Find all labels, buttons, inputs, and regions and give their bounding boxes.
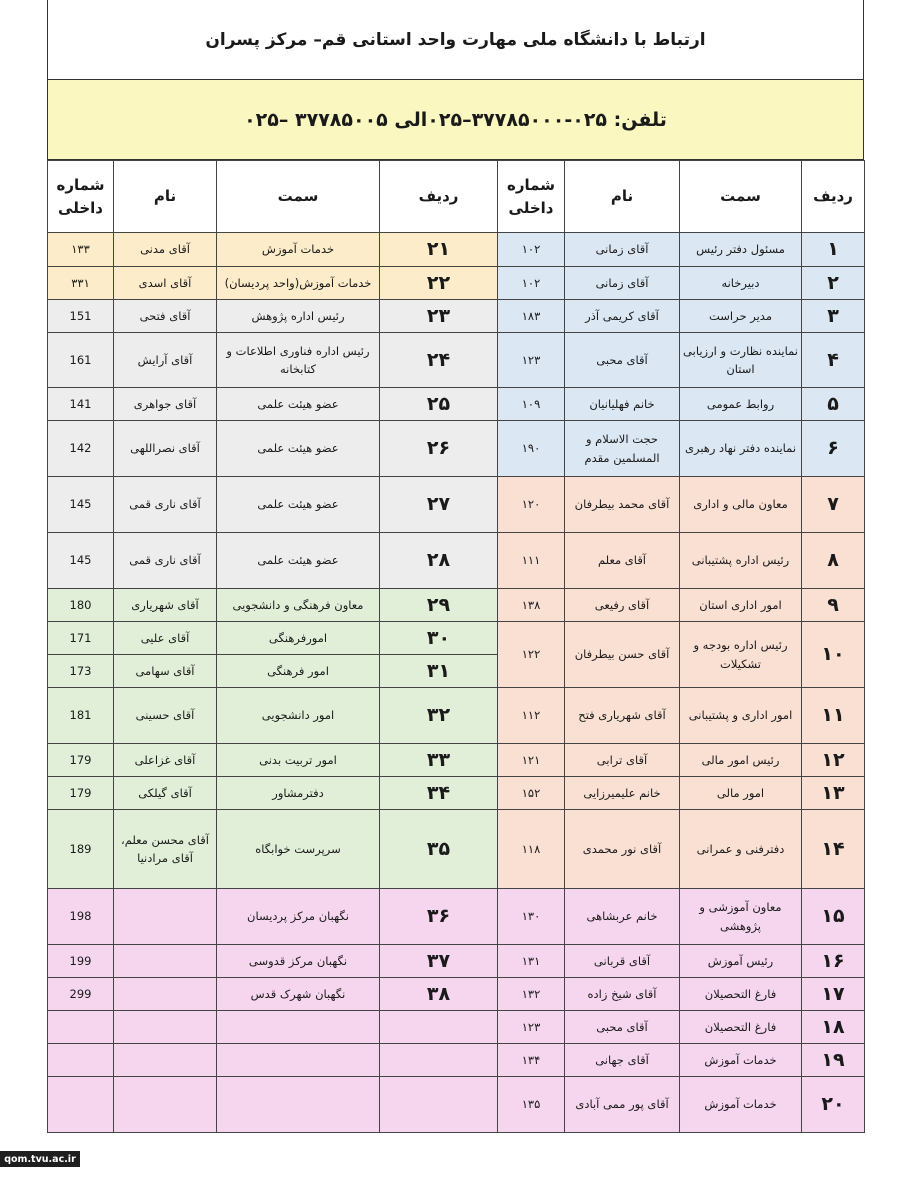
row-number-cell: ۳۵ — [380, 810, 498, 889]
position-cell: فارغ التحصیلان — [680, 978, 802, 1011]
extension-cell: 145 — [48, 477, 114, 533]
table-row — [48, 533, 865, 589]
name-cell — [114, 889, 217, 945]
row-number-cell: ۳۰ — [380, 622, 498, 655]
position-cell: روابط عمومی — [680, 388, 802, 421]
position-cell: معاون فرهنگی و دانشجویی — [217, 589, 380, 622]
name-cell: آقای مدنی — [114, 233, 217, 267]
row-number-cell — [380, 1044, 498, 1077]
header-name-left: نام — [114, 161, 217, 233]
table-row — [48, 1077, 865, 1133]
extension-cell: ۳۳۱ — [48, 267, 114, 300]
name-cell: آقای محبی — [565, 1011, 680, 1044]
position-cell: عضو هیئت علمی — [217, 421, 380, 477]
extension-cell: ۱۵۲ — [498, 777, 565, 810]
extension-cell: 151 — [48, 300, 114, 333]
position-cell: دبیرخانه — [680, 267, 802, 300]
extension-cell: ۱۸۳ — [498, 300, 565, 333]
header-row-number-left: ردیف — [380, 161, 498, 233]
name-cell: آقای معلم — [565, 533, 680, 589]
table-row — [48, 810, 865, 889]
position-cell: معاون آموزشی و پژوهشی — [680, 889, 802, 945]
name-cell — [114, 1011, 217, 1044]
name-cell: آقای شهریاری فتح — [565, 688, 680, 744]
extension-cell: ۱۲۳ — [498, 1011, 565, 1044]
row-number-cell: ۳۳ — [380, 744, 498, 777]
position-cell: عضو هیئت علمی — [217, 533, 380, 589]
extension-cell — [48, 1044, 114, 1077]
row-number-cell: ۱۰ — [802, 622, 865, 688]
position-cell: نگهبان شهرک قدس — [217, 978, 380, 1011]
row-number-cell: ۵ — [802, 388, 865, 421]
name-cell: آقای گیلکی — [114, 777, 217, 810]
name-cell — [114, 1044, 217, 1077]
name-cell: آقای شهریاری — [114, 589, 217, 622]
position-cell: نماینده دفتر نهاد رهبری — [680, 421, 802, 477]
name-cell: آقای قربانی — [565, 945, 680, 978]
row-number-cell: ۲۳ — [380, 300, 498, 333]
name-cell: آقای کریمی آذر — [565, 300, 680, 333]
extension-cell: ۱۰۲ — [498, 233, 565, 267]
website-badge: qom.tvu.ac.ir — [0, 1151, 80, 1167]
name-cell: آقای جواهری — [114, 388, 217, 421]
extension-cell: ۱۳۲ — [498, 978, 565, 1011]
row-number-cell: ۱۷ — [802, 978, 865, 1011]
extension-cell: ۱۳۵ — [498, 1077, 565, 1133]
extension-cell: 180 — [48, 589, 114, 622]
extension-cell: 199 — [48, 945, 114, 978]
position-cell: رئیس آموزش — [680, 945, 802, 978]
name-cell: آقای نور محمدی — [565, 810, 680, 889]
position-cell: امور اداری و پشتیبانی — [680, 688, 802, 744]
row-number-cell: ۳ — [802, 300, 865, 333]
row-number-cell: ۱۲ — [802, 744, 865, 777]
phone-banner: تلفن: ۰۲۵-۳۷۷۸۵۰۰۰–۰۲۵الی ۳۷۷۸۵۰۰۵ –۰۲۵ — [47, 80, 864, 160]
row-number-cell: ۲۲ — [380, 267, 498, 300]
position-cell: رئیس اداره پشتیبانی — [680, 533, 802, 589]
position-cell: رئیس اداره پژوهش — [217, 300, 380, 333]
row-number-cell: ۸ — [802, 533, 865, 589]
position-cell: امور دانشجویی — [217, 688, 380, 744]
table-row — [48, 300, 865, 333]
extension-cell: ۱۱۱ — [498, 533, 565, 589]
row-number-cell: ۹ — [802, 589, 865, 622]
position-cell: نگهبان مرکز پردیسان — [217, 889, 380, 945]
name-cell: آقای ناری قمی — [114, 477, 217, 533]
row-number-cell: ۲۵ — [380, 388, 498, 421]
header-extension-right: شماره داخلی — [498, 161, 565, 233]
row-number-cell: ۱۱ — [802, 688, 865, 744]
name-cell: آقای محمد بیطرفان — [565, 477, 680, 533]
extension-cell: 171 — [48, 622, 114, 655]
table-row — [48, 589, 865, 622]
name-cell: آقای اسدی — [114, 267, 217, 300]
position-cell: رئیس امور مالی — [680, 744, 802, 777]
position-cell: عضو هیئت علمی — [217, 477, 380, 533]
position-cell: خدمات آموزش — [217, 233, 380, 267]
page-title: ارتباط با دانشگاه ملی مهارت واحد استانی قم– مرکز پسران — [47, 0, 864, 80]
header-row — [48, 161, 865, 233]
extension-cell: 179 — [48, 744, 114, 777]
position-cell — [217, 1077, 380, 1133]
extension-cell: ۱۲۲ — [498, 622, 565, 688]
position-cell: امور مالی — [680, 777, 802, 810]
name-cell — [114, 978, 217, 1011]
row-number-cell: ۳۱ — [380, 655, 498, 688]
position-cell: امور اداری استان — [680, 589, 802, 622]
name-cell: آقای محبی — [565, 333, 680, 388]
row-number-cell — [380, 1011, 498, 1044]
position-cell: امور تربیت بدنی — [217, 744, 380, 777]
name-cell: خانم عربشاهی — [565, 889, 680, 945]
name-cell: آقای محسن معلم، آقای مرادنیا — [114, 810, 217, 889]
header-row-number-right: ردیف — [802, 161, 865, 233]
table-row — [48, 688, 865, 744]
name-cell: آقای آرایش — [114, 333, 217, 388]
position-cell: مدیر حراست — [680, 300, 802, 333]
extension-cell: 181 — [48, 688, 114, 744]
extension-cell: ۱۲۳ — [498, 333, 565, 388]
extension-cell: 141 — [48, 388, 114, 421]
extension-cell: ۱۲۱ — [498, 744, 565, 777]
row-number-cell: ۲ — [802, 267, 865, 300]
row-number-cell: ۲۰ — [802, 1077, 865, 1133]
table-row — [48, 333, 865, 388]
row-number-cell: ۱ — [802, 233, 865, 267]
name-cell: آقای رفیعی — [565, 589, 680, 622]
position-cell: معاون مالی و اداری — [680, 477, 802, 533]
row-number-cell: ۱۹ — [802, 1044, 865, 1077]
row-number-cell: ۱۸ — [802, 1011, 865, 1044]
row-number-cell: ۳۶ — [380, 889, 498, 945]
table-row — [48, 622, 865, 655]
name-cell: آقای ترابی — [565, 744, 680, 777]
name-cell — [114, 945, 217, 978]
header-extension-left: شماره داخلی — [48, 161, 114, 233]
position-cell — [217, 1011, 380, 1044]
extension-cell: ۱۱۸ — [498, 810, 565, 889]
extension-cell: ۱۲۰ — [498, 477, 565, 533]
table-row — [48, 267, 865, 300]
name-cell: آقای سهامی — [114, 655, 217, 688]
name-cell: آقای ناری قمی — [114, 533, 217, 589]
position-cell: خدمات آموزش — [680, 1044, 802, 1077]
header-position-right: سمت — [680, 161, 802, 233]
extension-cell: 145 — [48, 533, 114, 589]
extension-cell: 189 — [48, 810, 114, 889]
row-number-cell — [380, 1077, 498, 1133]
extension-cell — [48, 1077, 114, 1133]
extension-cell: 198 — [48, 889, 114, 945]
name-cell: خانم علیمیرزایی — [565, 777, 680, 810]
position-cell: دفترمشاور — [217, 777, 380, 810]
row-number-cell: ۶ — [802, 421, 865, 477]
name-cell — [114, 1077, 217, 1133]
header-name-right: نام — [565, 161, 680, 233]
table-row — [48, 945, 865, 978]
row-number-cell: ۲۶ — [380, 421, 498, 477]
position-cell: رئیس اداره بودجه و تشکیلات — [680, 622, 802, 688]
name-cell: آقای علیی — [114, 622, 217, 655]
position-cell: مسئول دفتر رئیس — [680, 233, 802, 267]
name-cell: آقای زمانی — [565, 233, 680, 267]
position-cell: فارغ التحصیلان — [680, 1011, 802, 1044]
row-number-cell: ۲۹ — [380, 589, 498, 622]
row-number-cell: ۱۳ — [802, 777, 865, 810]
row-number-cell: ۳۸ — [380, 978, 498, 1011]
row-number-cell: ۳۴ — [380, 777, 498, 810]
row-number-cell: ۷ — [802, 477, 865, 533]
extension-cell: 161 — [48, 333, 114, 388]
row-number-cell: ۲۸ — [380, 533, 498, 589]
position-cell: امورفرهنگی — [217, 622, 380, 655]
extension-cell: ۱۳۳ — [48, 233, 114, 267]
position-cell: خدمات آموزش — [680, 1077, 802, 1133]
name-cell: آقای زمانی — [565, 267, 680, 300]
extension-cell: ۱۰۹ — [498, 388, 565, 421]
table-row — [48, 421, 865, 477]
table-row — [48, 1044, 865, 1077]
header-position-left: سمت — [217, 161, 380, 233]
row-number-cell: ۱۴ — [802, 810, 865, 889]
row-number-cell: ۳۲ — [380, 688, 498, 744]
name-cell: آقای جهانی — [565, 1044, 680, 1077]
name-cell: آقای پور ممی آبادی — [565, 1077, 680, 1133]
name-cell: آقای فتحی — [114, 300, 217, 333]
table-row — [48, 233, 865, 267]
name-cell: آقای حسن بیطرفان — [565, 622, 680, 688]
name-cell: آقای حسینی — [114, 688, 217, 744]
name-cell: خانم فهلیانیان — [565, 388, 680, 421]
position-cell — [217, 1044, 380, 1077]
row-number-cell: ۱۶ — [802, 945, 865, 978]
position-cell: عضو هیئت علمی — [217, 388, 380, 421]
extension-cell: ۱۳۰ — [498, 889, 565, 945]
row-number-cell: ۲۴ — [380, 333, 498, 388]
table-row — [48, 1011, 865, 1044]
position-cell: دفترفنی و عمرانی — [680, 810, 802, 889]
row-number-cell: ۴ — [802, 333, 865, 388]
table-row — [48, 477, 865, 533]
contacts-table — [47, 160, 865, 1133]
name-cell: حجت الاسلام و المسلمین مقدم — [565, 421, 680, 477]
extension-cell: 299 — [48, 978, 114, 1011]
extension-cell: ۱۳۸ — [498, 589, 565, 622]
row-number-cell: ۲۱ — [380, 233, 498, 267]
table-row — [48, 978, 865, 1011]
position-cell: رئیس اداره فناوری اطلاعات و کتابخانه — [217, 333, 380, 388]
extension-cell: 142 — [48, 421, 114, 477]
extension-cell: 173 — [48, 655, 114, 688]
position-cell: امور فرهنگی — [217, 655, 380, 688]
row-number-cell: ۲۷ — [380, 477, 498, 533]
row-number-cell: ۳۷ — [380, 945, 498, 978]
contact-sheet — [47, 0, 864, 1133]
position-cell: خدمات آموزش(واحد پردیسان) — [217, 267, 380, 300]
extension-cell: 179 — [48, 777, 114, 810]
position-cell: سرپرست خوابگاه — [217, 810, 380, 889]
extension-cell: ۱۱۲ — [498, 688, 565, 744]
row-number-cell: ۱۵ — [802, 889, 865, 945]
table-row — [48, 777, 865, 810]
name-cell: آقای غزاعلی — [114, 744, 217, 777]
extension-cell: ۱۳۱ — [498, 945, 565, 978]
extension-cell: ۱۹۰ — [498, 421, 565, 477]
position-cell: نگهبان مرکز قدوسی — [217, 945, 380, 978]
table-row — [48, 744, 865, 777]
name-cell: آقای شیخ زاده — [565, 978, 680, 1011]
name-cell: آقای نصراللهی — [114, 421, 217, 477]
extension-cell: ۱۳۴ — [498, 1044, 565, 1077]
table-row — [48, 889, 865, 945]
extension-cell — [48, 1011, 114, 1044]
position-cell: نماینده نظارت و ارزیابی استان — [680, 333, 802, 388]
table-row — [48, 388, 865, 421]
extension-cell: ۱۰۲ — [498, 267, 565, 300]
